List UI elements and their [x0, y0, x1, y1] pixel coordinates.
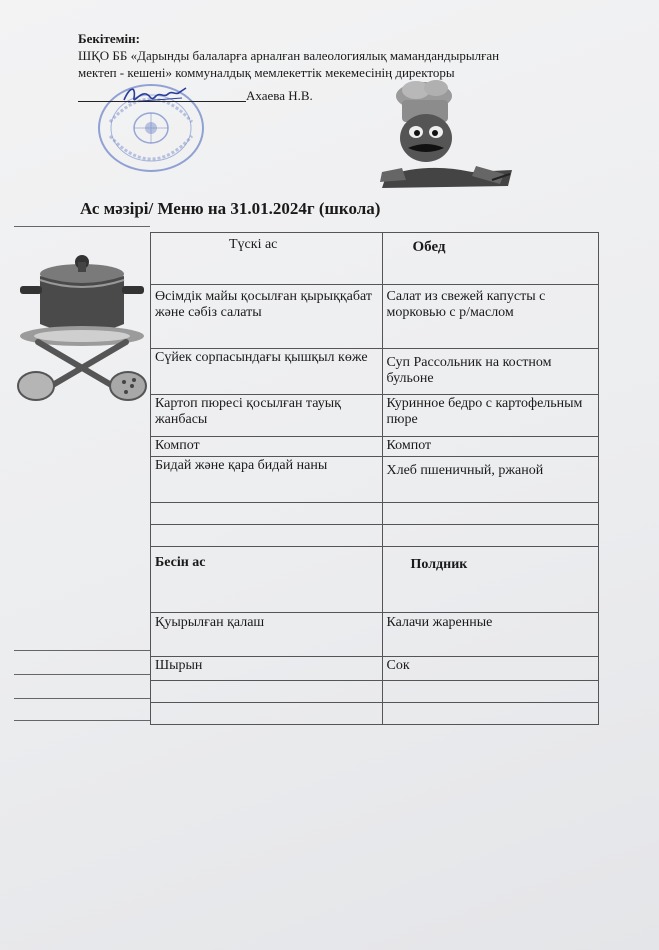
dish-ru: Калачи жаренные [382, 613, 599, 657]
snack-header-kz: Бесін ас [151, 547, 383, 613]
approval-block [78, 30, 499, 81]
empty-cell [382, 525, 599, 547]
row-guide-line [14, 226, 150, 227]
dish-ru: Хлеб пшеничный, ржаной [382, 457, 599, 503]
empty-cell [382, 703, 599, 725]
empty-row [151, 525, 599, 547]
header-ru: Обед [382, 233, 599, 285]
dish-kz: Компот [151, 437, 383, 457]
row-guide-line [14, 674, 150, 675]
signature-line [78, 101, 246, 102]
approved-label: Бекітемін: [78, 31, 140, 46]
table-row [151, 349, 599, 395]
dish-ru: Куринное бедро с картофельным пюре [382, 395, 599, 437]
dish-ru: Сок [382, 657, 599, 681]
table-header-row [151, 233, 599, 285]
dish-kz: Бидай және қара бидай наны [151, 457, 383, 503]
table-row [151, 395, 599, 437]
org-line-1: ШҚО ББ «Дарынды балаларға арналған валеологиялық мамандандырылған [78, 48, 500, 63]
dish-kz: Шырын [151, 657, 383, 681]
dish-kz: Картоп пюресі қосылған тауық жанбасы [151, 395, 383, 437]
header-kz: Түскі ас [151, 233, 383, 285]
chef-illustration-icon [372, 76, 520, 194]
empty-row [151, 703, 599, 725]
row-guide-line [14, 698, 150, 699]
dish-kz: Сүйек сорпасындағы қышқыл көже [151, 349, 383, 395]
dish-ru: Суп Рассольник на костном бульоне [382, 349, 599, 395]
empty-cell [151, 525, 383, 547]
row-guide-line [14, 720, 150, 721]
empty-row [151, 681, 599, 703]
dish-kz: Өсімдік майы қосылған қырыққабат және сәбіз салаты [151, 285, 383, 349]
table-row [151, 457, 599, 503]
empty-cell [151, 703, 383, 725]
director-name: Ахаева Н.В. [246, 88, 313, 103]
page-title: Ас мәзірі/ Меню на 31.01.2024г (школа) [80, 199, 381, 218]
row-guide-line [14, 650, 150, 651]
empty-cell [151, 503, 383, 525]
empty-cell [382, 503, 599, 525]
dish-ru: Салат из свежей капусты с морковью с р/маслом [382, 285, 599, 349]
org-line-2: мектеп - кешені» коммуналдық мемлекеттік мекемесінің директоры [78, 65, 455, 80]
table-row [151, 285, 599, 349]
empty-cell [382, 681, 599, 703]
snack-header-ru: Полдник [382, 547, 599, 613]
table-row [151, 657, 599, 681]
snack-header-row [151, 547, 599, 613]
empty-row [151, 503, 599, 525]
menu-table [150, 232, 599, 725]
empty-cell [151, 681, 383, 703]
cooking-pot-icon [14, 246, 150, 406]
table-row [151, 437, 599, 457]
dish-kz: Қуырылған қалаш [151, 613, 383, 657]
table-row [151, 613, 599, 657]
dish-ru: Компот [382, 437, 599, 457]
director-signature-icon [120, 82, 190, 108]
